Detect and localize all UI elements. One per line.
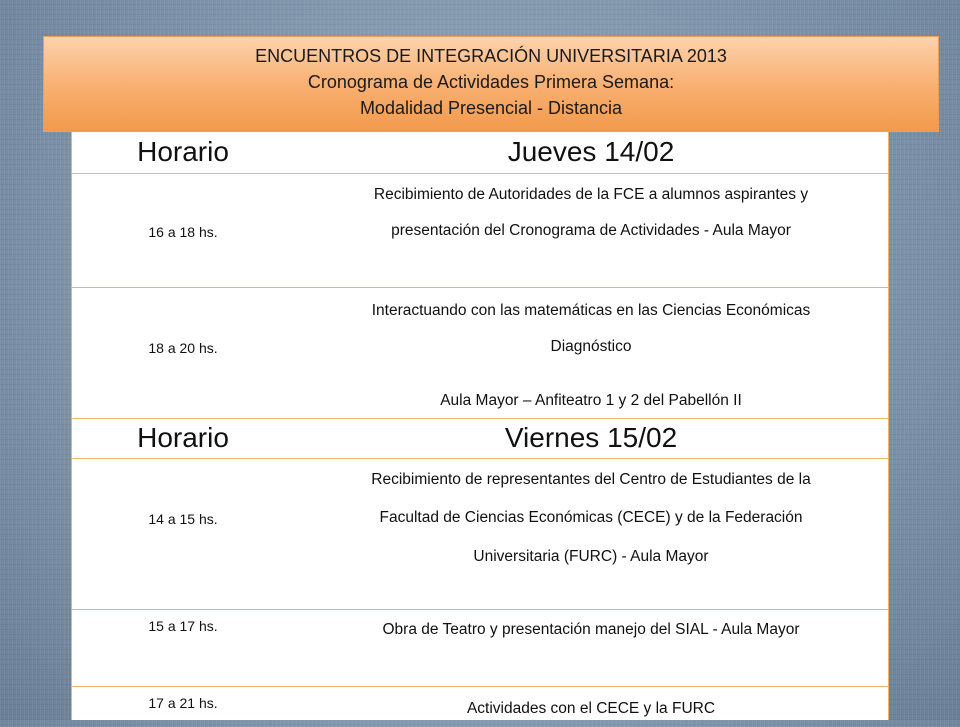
activity-line: Interactuando con las matemáticas en las Ciencias Económicas bbox=[371, 302, 811, 319]
table-row bbox=[72, 610, 888, 687]
activity-line: Universitaria (FURC) - Aula Mayor bbox=[473, 548, 709, 565]
table-header-row-friday bbox=[72, 419, 888, 459]
column-header-time: Horario bbox=[137, 422, 229, 453]
time-cell: 15 a 17 hs. bbox=[148, 618, 218, 634]
title-line-2: Cronograma de Actividades Primera Semana: bbox=[307, 72, 675, 92]
activity-line: Aula Mayor – Anfiteatro 1 y 2 del Pabellón II bbox=[440, 392, 742, 409]
column-header-day: Viernes 15/02 bbox=[504, 422, 678, 453]
time-cell: 17 a 21 hs. bbox=[148, 695, 218, 711]
title-line-3: Modalidad Presencial - Distancia bbox=[359, 98, 623, 118]
column-header-time: Horario bbox=[137, 136, 229, 167]
time-cell: 18 a 20 hs. bbox=[148, 340, 218, 356]
table-row bbox=[72, 687, 888, 727]
column-header-day: Jueves 14/02 bbox=[507, 136, 675, 167]
activity-line: Recibimiento de representantes del Centro de Estudiantes de la bbox=[371, 471, 811, 488]
activity-line: Facultad de Ciencias Económicas (CECE) y de la Federación bbox=[379, 509, 803, 526]
time-cell: 16 a 18 hs. bbox=[148, 224, 218, 240]
table-row bbox=[72, 174, 888, 288]
activity-line: Obra de Teatro y presentación manejo del SIAL - Aula Mayor bbox=[382, 621, 800, 638]
title-line-1: ENCUENTROS DE INTEGRACIÓN UNIVERSITARIA 2013 bbox=[255, 46, 727, 66]
activity-line: presentación del Cronograma de Actividades - Aula Mayor bbox=[391, 222, 791, 239]
activity-line: Recibimiento de Autoridades de la FCE a alumnos aspirantes y bbox=[373, 186, 809, 203]
table-row bbox=[72, 459, 888, 610]
activity-line: Diagnóstico bbox=[550, 338, 632, 355]
table-row bbox=[72, 288, 888, 419]
table-header-row-thursday bbox=[72, 132, 888, 174]
schedule-table bbox=[71, 132, 889, 720]
activity-line: Actividades con el CECE y la FURC bbox=[466, 700, 716, 717]
title-banner bbox=[43, 36, 939, 132]
time-cell: 14 a 15 hs. bbox=[148, 511, 218, 527]
